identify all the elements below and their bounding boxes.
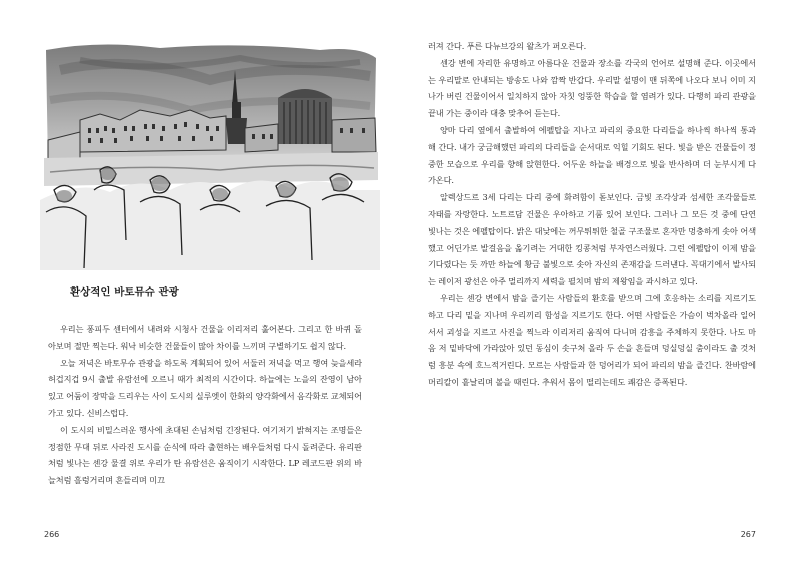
paragraph: 우리는 퐁피두 센터에서 내려와 시청사 건물을 이리저리 훑어본다. 그리고 한 바퀴 돌아보며 절만 찍는다. 워낙 비슷한 건물들이 많아 차이를 느끼며 구별하기도 쉽지 않다. bbox=[48, 324, 362, 351]
paris-sketch-illustration bbox=[40, 40, 380, 270]
page-number: 267 bbox=[740, 530, 756, 539]
left-body-text bbox=[48, 321, 362, 489]
right-body-text bbox=[428, 38, 756, 391]
section-title: 환상적인 바토뮤슈 관광 bbox=[70, 286, 179, 298]
right-page bbox=[400, 0, 800, 568]
paragraph: 센강 변에 자리한 유명하고 아름다운 건물과 장소를 각국의 언어로 설명해 준다. 이곳에서는 우리말로 안내되는 방송도 나와 깜짝 반갑다. 우리말 설명이 맨 뒤쪽에 나오다 보니 이미 지나가 버린 건물이어서 일치하지 않아 자칫 엉뚱한 학습을 할 염려가 있다. 다행히 파리 관광을 끝내 가는 중이라 대충 맞추어 듣는다. bbox=[428, 57, 756, 119]
page-number: 266 bbox=[44, 530, 60, 539]
paragraph: 알렉상드르 3세 다리는 다리 중에 화려함이 돋보인다. 금빛 조각상과 섬세한 조각물들로 자태를 자랑한다. 노트르담 건물은 우아하고 기품 있어 보인다. 그러나 그 모든 것 중에 단연 빛나는 것은 에펠탑이다. 밝은 대낮에는 꺼무튀튀한 철골 구조물로 혼자만 멍충하게 솟아 어색했고 어딘가로 발걸음을 옮기려는 거대한 킹콩처럼 부자연스러웠다. 그런 에펠탑이 이제 밤을 기다렸다는 듯 까만 하늘에 황금 불빛으로 솟아 자신의 존재감을 드러낸다. 꼭대기에서 발사되는 레이저 광선은 아주 멀리까지 세력을 펼치며 밤의 제왕임을 과시하고 있다. bbox=[428, 192, 756, 287]
paragraph: 오늘 저녁은 바토무슈 관광을 하도록 계획되어 있어 서둘러 저녁을 먹고 행여 늦을세라 허겁지겁 9시 출발 유람선에 오르니 때가 최적의 시간이다. 하늘에는 노을의 잔영이 남아있고 어둠이 장막을 드리우는 사이 도시의 실루엣이 한화의 양각화에서 음각화로 교체되어 가고 있다. 신비스럽다. bbox=[48, 357, 362, 418]
paragraph: 우리는 센강 변에서 밤을 즐기는 사람들의 환호를 받으며 그에 호응하는 소리를 지르기도 하고 다리 밑을 지나며 우리끼리 함성을 지르기도 한다. 어떤 사람들은 가슴이 벅차올라 일어서서 괴성을 지르고 사진을 찍느라 이리저리 움직여 다니며 감흥을 주체하지 못한다. 나도 마음 저 밑바닥에 가라앉아 있던 동심이 솟구쳐 올라 두 손을 흔들며 덩실덩실 춤이라도 출 것처럼 흥분 속에 흐느적거린다. 모르는 사람들과 한 덩어리가 되어 파리의 밤을 즐긴다. 찬바람에 머리칼이 흩날리며 볼을 때린다. 추워서 몸이 떨리는데도 쾌감은 증폭된다. bbox=[428, 292, 756, 387]
paragraph: 이 도시의 비밀스러운 행사에 초대된 손님처럼 긴장된다. 여기저기 밝혀지는 조명들은 정점한 무대 뒤로 사라진 도시를 순식에 따라 출현하는 배우들처럼 다시 돌려준다. 유리판처럼 빛나는 센강 물결 위로 우리가 탄 유람선은 움직이기 시작한다. LP 레코드판 위의 바늘처럼 흘렁거리며 흔들리며 미끄 bbox=[48, 424, 362, 486]
paragraph: 양마 다리 옆에서 출발하여 에펠탑을 지나고 파리의 중요한 다리들을 하나씩 하나씩 통과해 간다. 내가 궁금해했던 파리의 다리들을 순서대로 익힐 기회도 된다. 빛을 받은 건물들이 정중한 모습으로 우리를 향해 앉현한다. 어두운 하늘을 배경으로 빛을 반사하며 더 눈부시게 다가온다. bbox=[428, 124, 756, 186]
paragraph: 러져 간다. 푸른 다뉴브강의 왈츠가 퍼오른다. bbox=[428, 41, 587, 51]
